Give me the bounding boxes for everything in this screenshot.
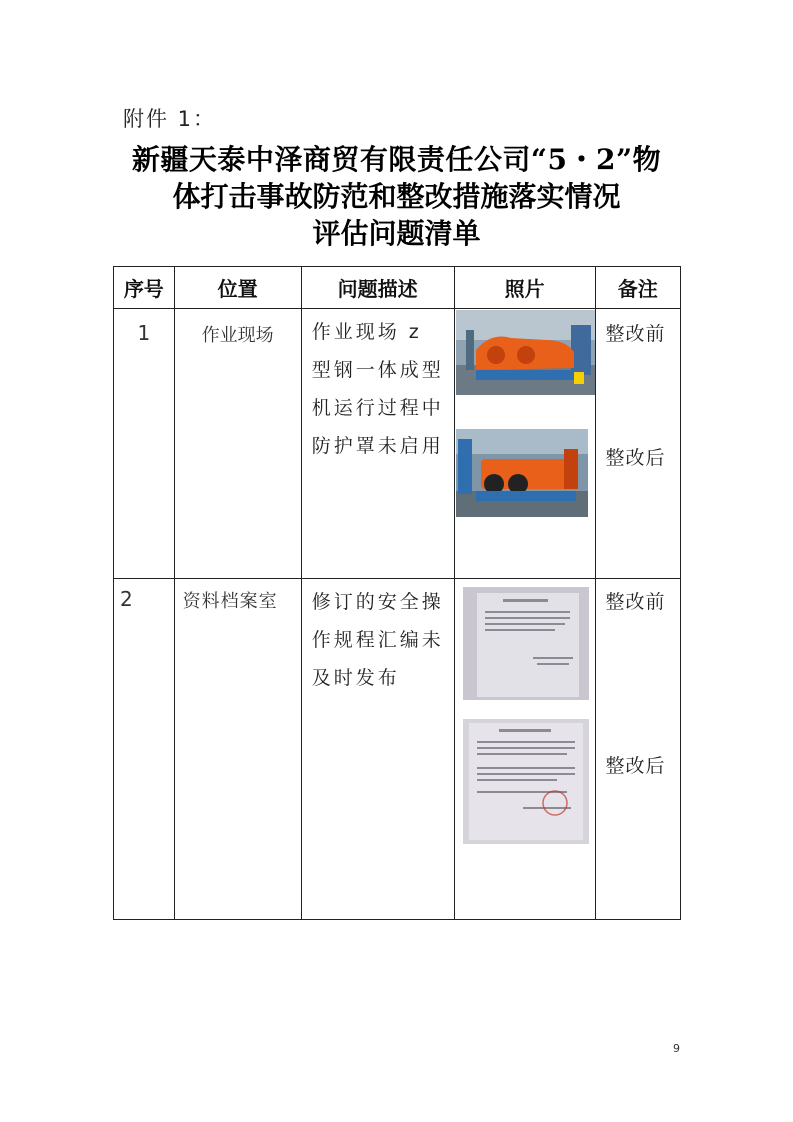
row-notes — [595, 309, 680, 579]
table-header-row — [114, 267, 681, 309]
row-description: 作业现场 z 型钢一体成型机运行过程中防护罩未启用 — [301, 309, 454, 579]
machine-guard-closed-photo — [456, 429, 588, 517]
column-header-number: 序号 — [114, 267, 175, 309]
row-number: 1 — [114, 309, 175, 579]
row-location: 作业现场 — [174, 309, 301, 579]
note-after: 整改后 — [605, 755, 666, 777]
document-photo — [463, 587, 589, 700]
column-header-note: 备注 — [595, 267, 680, 309]
note-before: 整改前 — [605, 591, 666, 613]
note-after: 整改后 — [605, 447, 666, 469]
page-number: 9 — [673, 1042, 680, 1055]
column-header-description: 问题描述 — [301, 267, 454, 309]
column-header-location: 位置 — [174, 267, 301, 309]
stamped-notice-photo — [463, 719, 589, 844]
note-before: 整改前 — [605, 323, 666, 345]
table-row — [114, 579, 681, 920]
attachment-label: 附件 1： — [123, 107, 217, 131]
document-title-line-1: 新疆天泰中泽商贸有限责任公司“5・2”物 — [131, 143, 662, 176]
row-notes — [595, 579, 680, 920]
row-number: 2 — [114, 579, 175, 920]
row-description: 修订的安全操作规程汇编未及时发布 — [301, 579, 454, 920]
document-title-line-3: 评估问题清单 — [312, 217, 481, 250]
row-photos — [454, 309, 595, 579]
document-title-line-2: 体打击事故防范和整改措施落实情况 — [172, 180, 621, 213]
table-row — [114, 309, 681, 579]
column-header-photo: 照片 — [454, 267, 595, 309]
issues-table — [113, 266, 681, 920]
row-photos — [454, 579, 595, 920]
machine-guard-open-photo — [456, 310, 595, 395]
row-location: 资料档案室 — [174, 579, 301, 920]
